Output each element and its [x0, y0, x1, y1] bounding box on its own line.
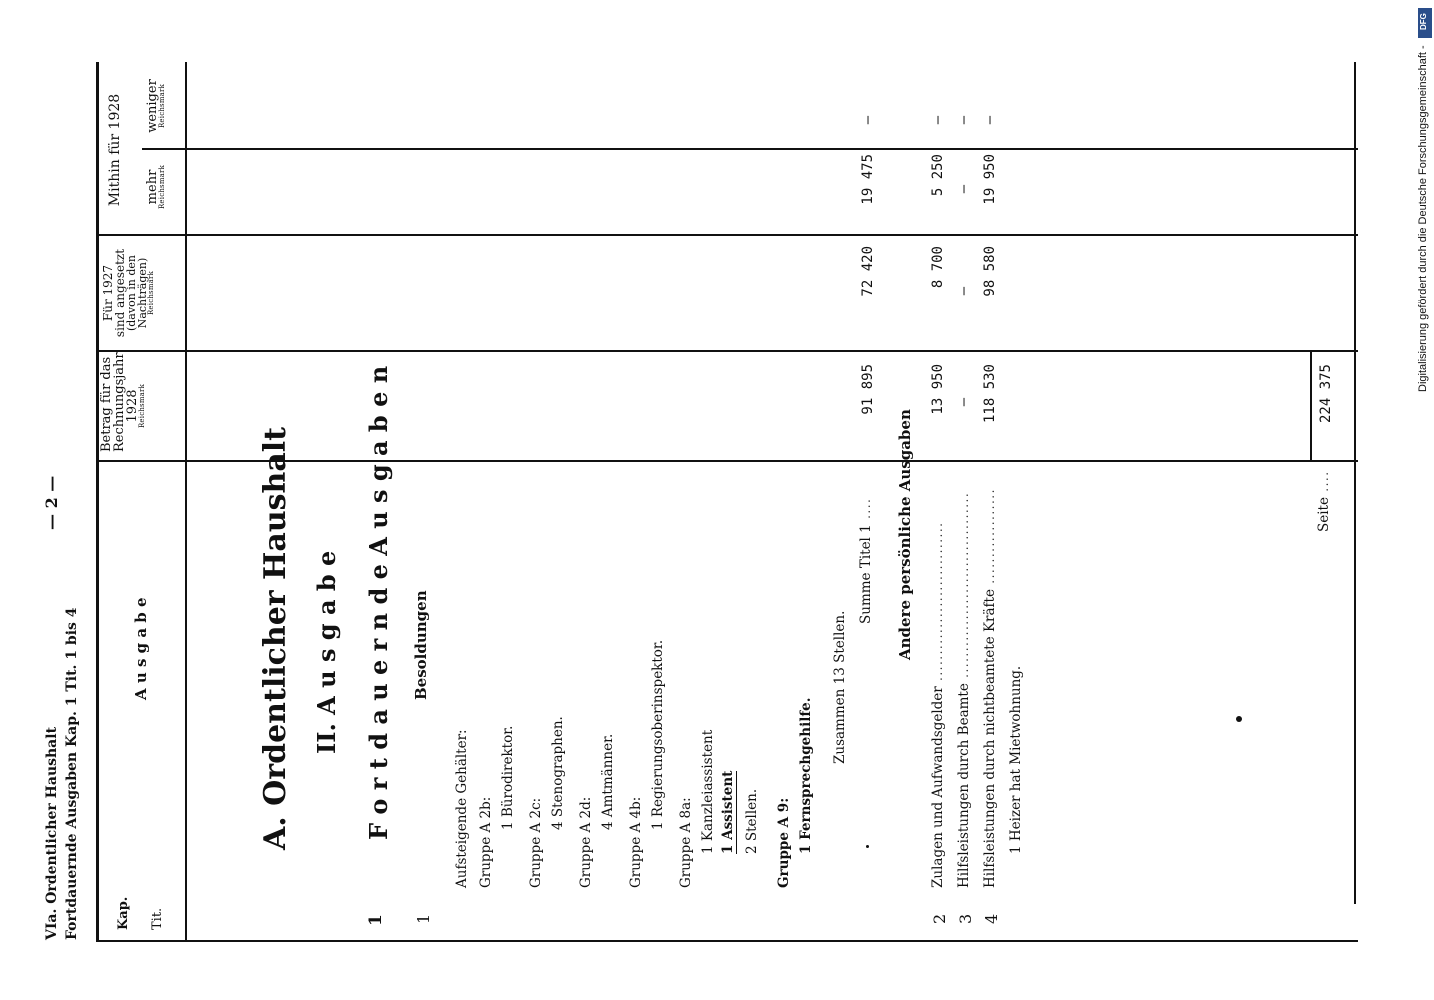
rule-top [96, 62, 99, 942]
andere-heading: Andere persönliche Ausgaben [896, 409, 914, 660]
gruppe-a9: Gruppe A 9: [776, 797, 792, 888]
tit-2: 2 [930, 913, 949, 924]
gruppe-a4b: Gruppe A 4b: [628, 796, 644, 888]
seite-betrag: 224 375 [1318, 364, 1334, 424]
heizer-note: 1 Heizer hat Mietwohnung. [1008, 665, 1024, 854]
col-sep-1927 [96, 234, 1358, 236]
digitization-credit: Digitalisierung gefördert durch die Deutsche Forschungsgemeinschaft - [1417, 45, 1429, 392]
row3-betrag: — [956, 397, 972, 407]
row2-mehr: 5 250 [930, 154, 946, 197]
row2-1927: 8 700 [930, 246, 946, 289]
aufsteigende: Aufsteigende Gehälter: [454, 729, 470, 888]
kap-number: 1 [366, 914, 386, 926]
summe-mehr: 19 475 [860, 154, 876, 205]
seite-box-side [1308, 350, 1338, 352]
seite-box-rule [1310, 352, 1312, 462]
title-ordentlicher-haushalt: A. Ordentlicher Haushalt [258, 426, 293, 850]
summe-1927: 72 420 [860, 246, 876, 297]
a2c-item: 4 Stenographen. [550, 716, 566, 830]
row2-betrag: 13 950 [930, 364, 946, 415]
seite-label: Seite .... [1316, 470, 1332, 532]
row3-mehr: — [956, 184, 972, 194]
tit-3: 3 [956, 913, 975, 924]
row4-weniger: — [982, 115, 998, 125]
title-fortdauernde: F o r t d a u e r n d e A u s g a b e n [364, 365, 393, 840]
header-mehr: mehr Reichsmark [145, 164, 166, 210]
running-head-1: VIa. Ordentlicher Haushalt [44, 726, 60, 940]
speck [1236, 716, 1242, 722]
header-betrag: Betrag für das Rechnungsjahr 1928 Reichsmark [99, 352, 146, 452]
row3-1927: — [956, 286, 972, 296]
a2d-item: 4 Amtmänner. [600, 733, 616, 830]
dfg-logo: DFG [1418, 8, 1432, 38]
a2b-item: 1 Bürodirektor. [500, 725, 516, 830]
row2-weniger: — [930, 115, 946, 125]
a9-item: 1 Fernsprechgehilfe. [798, 697, 814, 854]
row3-label: Hilfsleistungen durch Beamte ................................... [956, 491, 972, 888]
header-weniger: weniger Reichsmark [145, 79, 166, 133]
header-tit: Tit. [150, 907, 165, 930]
a8a-item-2: 1 Assistent [720, 770, 736, 854]
rule-bottom [1354, 62, 1356, 904]
row4-betrag: 118 530 [982, 364, 998, 424]
summe-betrag: 91 895 [860, 364, 876, 415]
header-mithin: Mithin für 1928 [107, 93, 123, 207]
title-ausgabe: II. A u s g a b e [312, 550, 341, 754]
col-sep-kap [96, 940, 1358, 942]
speck [866, 845, 869, 848]
summe-label: Summe Titel 1 .... [858, 497, 874, 624]
tit-1: 1 [414, 913, 433, 924]
row4-label: Hilfsleistungen durch nichtbeamtete Kräfte .................. [982, 488, 998, 888]
header-kap: Kap. [116, 896, 131, 930]
row4-mehr: 19 950 [982, 154, 998, 205]
row3-weniger: — [956, 115, 972, 125]
page-number: — 2 — [42, 475, 61, 530]
gruppe-a2b: Gruppe A 2b: [478, 796, 494, 888]
header-1927: Für 1927 sind angesetzt (davon in den Nachträgen) Reichsmark [101, 248, 155, 338]
row2-label: Zulagen und Aufwandsgelder .............................. [930, 521, 946, 888]
col-sep-mehr [142, 148, 1358, 150]
rule-header-bottom [185, 62, 187, 942]
tit-4: 4 [982, 913, 1001, 924]
gruppe-a2c: Gruppe A 2c: [528, 797, 544, 888]
zusammen-stellen: Zusammen 13 Stellen. [832, 610, 848, 764]
a8a-item-3: 2 Stellen. [744, 788, 760, 854]
gruppe-a8a: Gruppe A 8a: [678, 797, 694, 888]
gruppe-a2d: Gruppe A 2d: [578, 796, 594, 888]
col-sep-betrag [96, 350, 1358, 352]
running-head-2: Fortdauernde Ausgaben Kap. 1 Tit. 1 bis 4 [64, 607, 80, 940]
a4b-item: 1 Regierungsoberinspektor. [650, 639, 666, 830]
header-ausgabe: A u s g a b e [132, 597, 150, 700]
a8a-item-1: 1 Kanzleiassistent [700, 729, 716, 854]
row4-1927: 98 580 [982, 246, 998, 297]
title-besoldungen: Besoldungen [412, 590, 430, 700]
summe-weniger: — [860, 115, 876, 125]
